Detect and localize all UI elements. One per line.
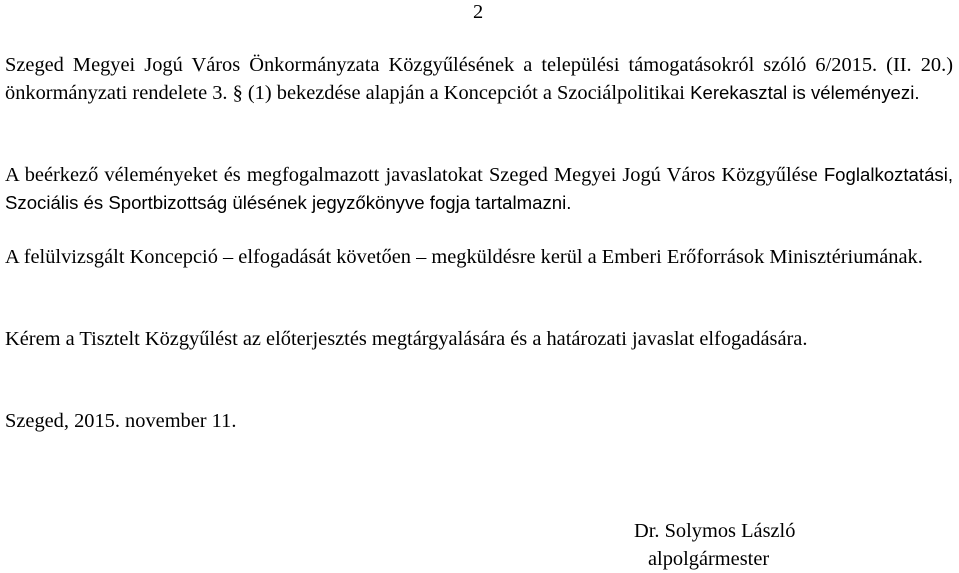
page-number: 2 — [473, 1, 484, 23]
signature-block — [634, 517, 834, 573]
date-line: Szeged, 2015. november 11. — [5, 410, 237, 432]
signatory-name: Dr. Solymos László — [634, 520, 796, 542]
paragraph-ministry: A felülvizsgált Koncepció – elfogadását követően – megküldésre kerül a Emberi Erőforrások Minisztériumának. — [5, 246, 923, 268]
paragraph-legal-basis — [5, 51, 953, 107]
paragraph-request: Kérem a Tisztelt Közgyűlést az előterjesztés megtárgyalására és a határozati javaslat elfogadására. — [5, 328, 808, 350]
signatory-title: alpolgármester — [648, 548, 770, 570]
paragraph-opinions-text: A beérkező véleményeket és megfogalmazott javaslatokat Szeged Megyei Jogú Város Közgyűlése — [5, 164, 824, 186]
paragraph-opinions — [5, 161, 953, 217]
paragraph-opinions-text-sans: Foglalkoztatási, Szociális és Sportbizottság ülésének jegyzőkönyve fogja tartalmazni. — [5, 164, 953, 213]
paragraph-legal-basis-text-sans: Kerekasztal is véleményezi. — [690, 82, 920, 103]
paragraph-legal-basis-text: Szeged Megyei Jogú Város Önkormányzata Közgyűlésének a települési támogatásokról szóló 6/2015. (II. 20.) önkormányzati rendelete 3. § (1) bekezdése alapján a Koncepciót a Szociálpolitikai — [5, 54, 953, 104]
